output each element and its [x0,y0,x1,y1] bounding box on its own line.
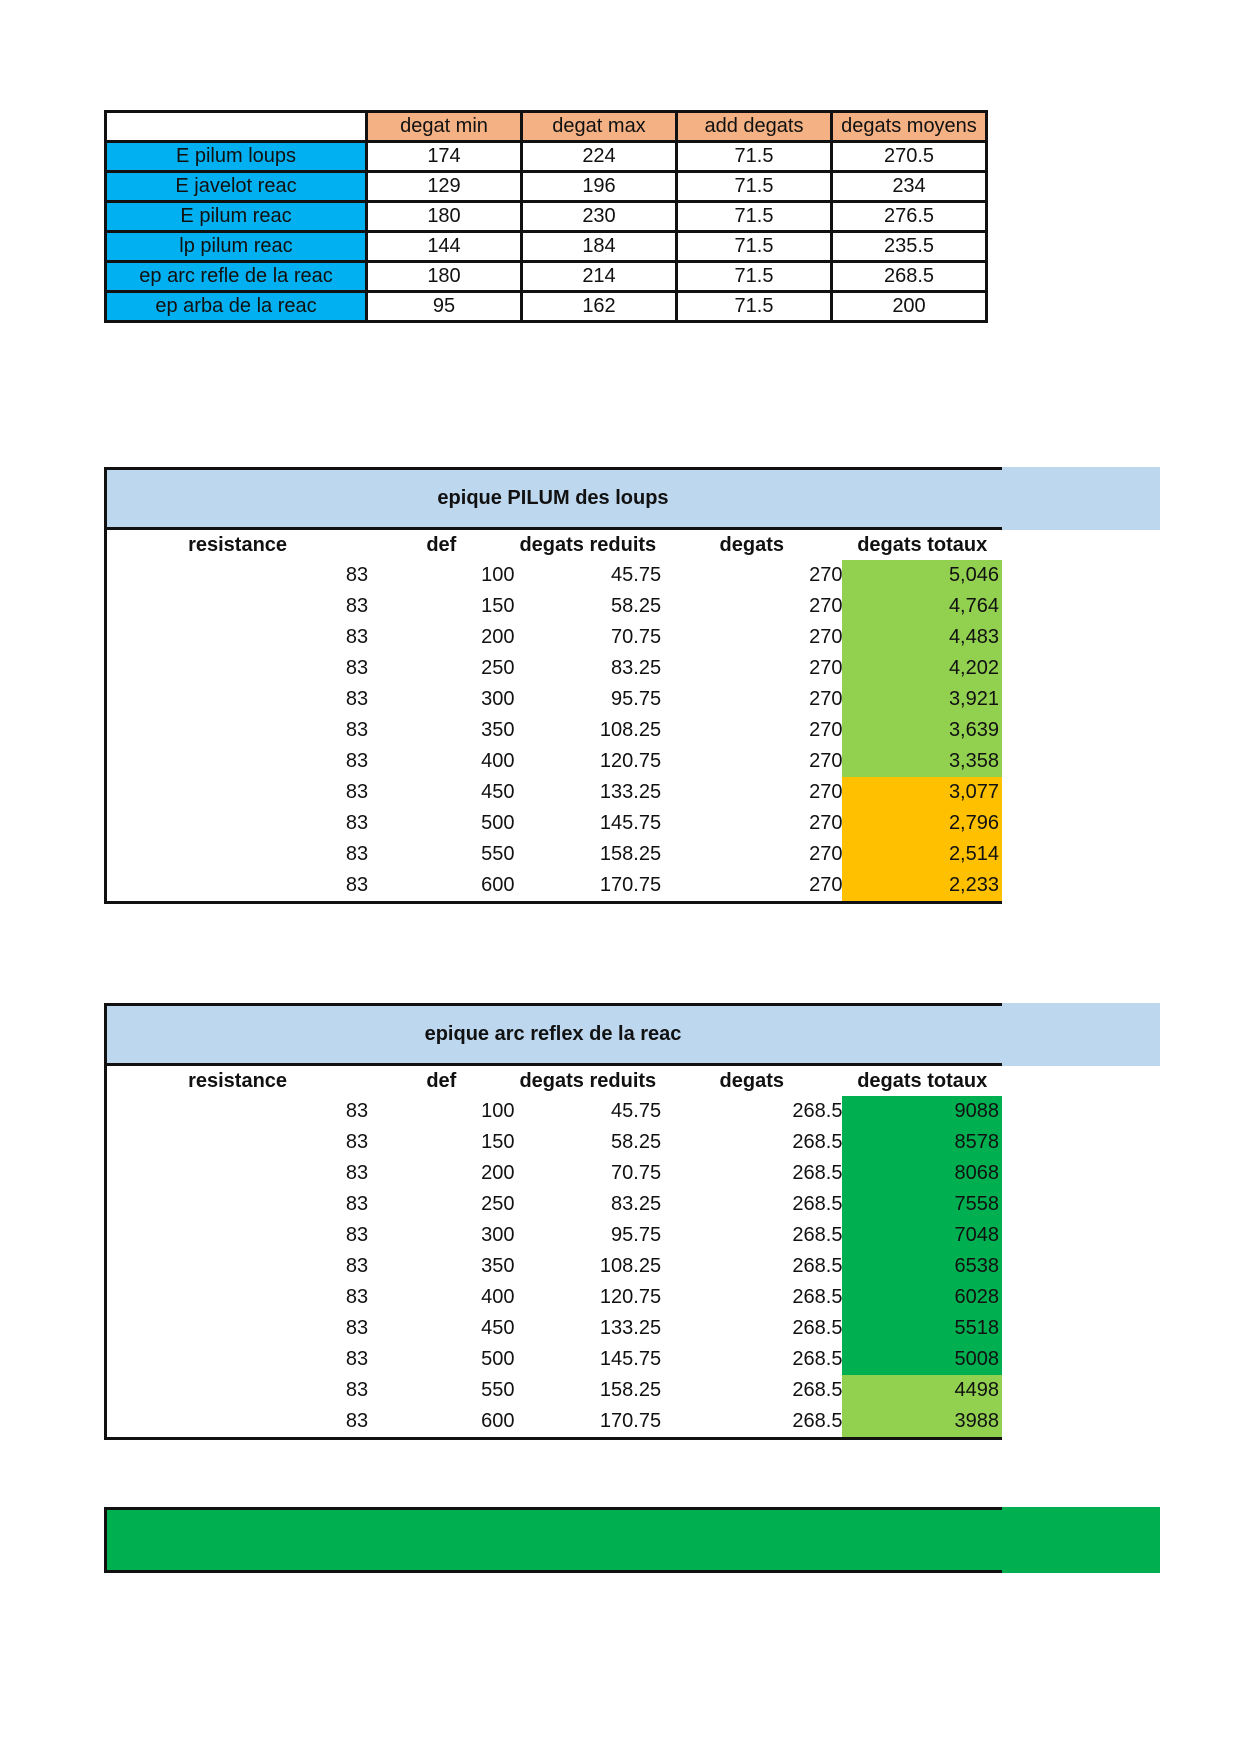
summary-row-name: E javelot reac [106,172,367,202]
cell-degats-totaux: 5,046 [842,560,1002,591]
summary-header-add-degats: add degats [677,112,832,142]
summary-cell-degat-max: 184 [522,232,677,262]
summary-header-corner [106,112,367,142]
cell-def: 300 [481,688,515,710]
cell-resistance: 83 [345,1131,369,1153]
cell-degats-reduits: 95.75 [611,1224,662,1246]
cell-degats-totaux: 7558 [842,1189,1002,1220]
cell-degats-totaux: 5008 [842,1344,1002,1375]
column-header-row [107,1066,1002,1096]
table-row [107,560,1002,591]
cell-def: 100 [481,1100,515,1122]
cell-def: 600 [481,1410,515,1432]
cell-resistance: 83 [345,719,369,741]
table-row [107,1127,1002,1158]
table-row [107,1313,1002,1344]
cell-degats-reduits: 145.75 [599,812,662,834]
cell-def: 300 [481,1224,515,1246]
summary-row-name: E pilum loups [106,142,367,172]
table-rows [107,1096,1002,1437]
summary-cell-degat-max: 230 [522,202,677,232]
summary-header-row [106,112,987,142]
table-row [107,715,1002,746]
cell-def: 200 [481,1162,515,1184]
table-row [107,839,1002,870]
cell-def: 250 [481,1193,515,1215]
summary-header-degats-moyens: degats moyens [832,112,987,142]
col-header-def: def [426,1069,457,1092]
table-row [107,622,1002,653]
cell-degats-totaux: 3,639 [842,715,1002,746]
cell-def: 200 [481,626,515,648]
table-row [107,684,1002,715]
cell-degats: 270 [809,874,843,896]
cell-degats: 268.5 [792,1317,843,1339]
cell-resistance: 83 [345,564,369,586]
table-row [107,870,1002,901]
cell-degats-reduits: 45.75 [611,1100,662,1122]
cell-resistance: 83 [345,626,369,648]
cell-degats-reduits: 83.25 [611,1193,662,1215]
table-body [104,530,1002,904]
cell-degats-totaux: 3,358 [842,746,1002,777]
summary-cell-degat-min: 129 [367,172,522,202]
cell-degats-reduits: 133.25 [599,1317,662,1339]
cell-degats: 268.5 [792,1255,843,1277]
cell-degats-reduits: 83.25 [611,657,662,679]
table-row [107,1406,1002,1437]
summary-row-name: ep arba de la reac [106,292,367,322]
summary-header-degat-max: degat max [522,112,677,142]
cell-degats: 270 [809,750,843,772]
table-body [104,1066,1002,1440]
cell-degats: 268.5 [792,1193,843,1215]
cell-resistance: 83 [345,1162,369,1184]
cell-resistance: 83 [345,657,369,679]
summary-cell-degat-min: 144 [367,232,522,262]
summary-cell-degat-max: 224 [522,142,677,172]
cell-resistance: 83 [345,595,369,617]
cell-degats-totaux: 6538 [842,1251,1002,1282]
cell-degats-reduits: 58.25 [611,1131,662,1153]
cell-degats-reduits: 58.25 [611,595,662,617]
cell-degats-totaux: 4498 [842,1375,1002,1406]
summary-cell-degats-moyens: 234 [832,172,987,202]
cell-def: 450 [481,1317,515,1339]
table-row [107,1375,1002,1406]
cell-degats-reduits: 145.75 [599,1348,662,1370]
summary-row [106,262,987,292]
cell-resistance: 83 [345,1348,369,1370]
table-row [107,1344,1002,1375]
summary-cell-add-degats: 71.5 [677,172,832,202]
summary-cell-add-degats: 71.5 [677,142,832,172]
cell-degats-reduits: 95.75 [611,688,662,710]
cell-resistance: 83 [345,1100,369,1122]
cell-def: 550 [481,843,515,865]
cell-def: 350 [481,719,515,741]
cell-degats: 270 [809,626,843,648]
summary-cell-degat-max: 162 [522,292,677,322]
cell-degats: 270 [809,843,843,865]
summary-cell-add-degats: 71.5 [677,262,832,292]
summary-cell-degats-moyens: 276.5 [832,202,987,232]
summary-row-name: lp pilum reac [106,232,367,262]
cell-def: 100 [481,564,515,586]
cell-degats-totaux: 5518 [842,1313,1002,1344]
cell-def: 550 [481,1379,515,1401]
summary-table-body [106,112,987,322]
cell-degats: 268.5 [792,1348,843,1370]
summary-cell-degats-moyens: 235.5 [832,232,987,262]
summary-row [106,232,987,262]
col-header-def: def [426,533,457,556]
cell-degats-totaux: 8578 [842,1127,1002,1158]
bottom-green-bar-border [104,1507,1002,1573]
cell-degats-totaux: 2,796 [842,808,1002,839]
cell-degats: 270 [809,812,843,834]
summary-row-name: ep arc refle de la reac [106,262,367,292]
cell-def: 450 [481,781,515,803]
cell-degats: 270 [809,657,843,679]
cell-resistance: 83 [345,1255,369,1277]
cell-resistance: 83 [345,812,369,834]
summary-row [106,142,987,172]
cell-degats-totaux: 4,764 [842,591,1002,622]
cell-def: 500 [481,1348,515,1370]
cell-degats-reduits: 158.25 [599,843,662,865]
summary-cell-degat-min: 180 [367,202,522,232]
summary-cell-degats-moyens: 270.5 [832,142,987,172]
cell-degats: 268.5 [792,1224,843,1246]
table-row [107,1158,1002,1189]
cell-resistance: 83 [345,1317,369,1339]
cell-degats-totaux: 4,483 [842,622,1002,653]
summary-cell-add-degats: 71.5 [677,202,832,232]
summary-row-name: E pilum reac [106,202,367,232]
cell-degats: 270 [809,595,843,617]
summary-cell-degat-min: 180 [367,262,522,292]
cell-resistance: 83 [345,750,369,772]
cell-degats-reduits: 158.25 [599,1379,662,1401]
cell-degats-totaux: 3,077 [842,777,1002,808]
cell-resistance: 83 [345,874,369,896]
cell-degats-reduits: 108.25 [599,1255,662,1277]
table-row [107,808,1002,839]
cell-degats: 270 [809,781,843,803]
cell-def: 150 [481,595,515,617]
column-header-row [107,530,1002,560]
cell-def: 350 [481,1255,515,1277]
cell-resistance: 83 [345,688,369,710]
cell-degats: 270 [809,719,843,741]
table-row [107,1282,1002,1313]
cell-degats-totaux: 7048 [842,1220,1002,1251]
cell-resistance: 83 [345,1193,369,1215]
cell-degats: 268.5 [792,1100,843,1122]
cell-degats-reduits: 133.25 [599,781,662,803]
cell-def: 150 [481,1131,515,1153]
cell-def: 250 [481,657,515,679]
cell-degats-totaux: 3988 [842,1406,1002,1437]
cell-resistance: 83 [345,1379,369,1401]
col-header-degats: degats [719,533,785,556]
cell-degats: 268.5 [792,1410,843,1432]
col-header-resistance: resistance [188,1069,288,1092]
table-row [107,1096,1002,1127]
cell-degats: 270 [809,688,843,710]
cell-def: 400 [481,750,515,772]
cell-degats: 268.5 [792,1286,843,1308]
col-header-degats-totaux: degats totaux [857,1069,988,1092]
summary-cell-degat-max: 214 [522,262,677,292]
table-row [107,1220,1002,1251]
summary-row [106,202,987,232]
col-header-resistance: resistance [188,533,288,556]
cell-def: 600 [481,874,515,896]
summary-row [106,292,987,322]
cell-degats-reduits: 70.75 [611,1162,662,1184]
table-row [107,653,1002,684]
col-header-degats-reduits: degats reduits [519,1069,657,1092]
summary-cell-degat-min: 174 [367,142,522,172]
cell-degats: 268.5 [792,1131,843,1153]
table-title: epique arc reflex de la reac [424,1023,682,1045]
table-row [107,746,1002,777]
cell-degats-totaux: 3,921 [842,684,1002,715]
cell-degats-reduits: 120.75 [599,750,662,772]
cell-degats-totaux: 2,514 [842,839,1002,870]
cell-resistance: 83 [345,1224,369,1246]
cell-degats-reduits: 45.75 [611,564,662,586]
table-rows [107,560,1002,901]
summary-cell-add-degats: 71.5 [677,232,832,262]
cell-degats: 270 [809,564,843,586]
table-title: epique PILUM des loups [437,487,669,509]
cell-degats-reduits: 120.75 [599,1286,662,1308]
table-row [107,777,1002,808]
cell-degats-reduits: 170.75 [599,874,662,896]
cell-degats-totaux: 2,233 [842,870,1002,901]
summary-cell-degats-moyens: 200 [832,292,987,322]
cell-degats-reduits: 170.75 [599,1410,662,1432]
cell-def: 400 [481,1286,515,1308]
table-row [107,591,1002,622]
cell-degats-reduits: 70.75 [611,626,662,648]
cell-resistance: 83 [345,1286,369,1308]
cell-def: 500 [481,812,515,834]
col-header-degats-reduits: degats reduits [519,533,657,556]
summary-cell-degat-max: 196 [522,172,677,202]
cell-degats-totaux: 4,202 [842,653,1002,684]
cell-degats-totaux: 8068 [842,1158,1002,1189]
summary-cell-degat-min: 95 [367,292,522,322]
table-row [107,1251,1002,1282]
col-header-degats: degats [719,1069,785,1092]
col-header-degats-totaux: degats totaux [857,533,988,556]
summary-table [104,110,988,323]
summary-cell-degats-moyens: 268.5 [832,262,987,292]
summary-row [106,172,987,202]
table-row [107,1189,1002,1220]
cell-degats-totaux: 9088 [842,1096,1002,1127]
cell-resistance: 83 [345,781,369,803]
cell-degats: 268.5 [792,1379,843,1401]
cell-degats-totaux: 6028 [842,1282,1002,1313]
cell-degats: 268.5 [792,1162,843,1184]
cell-degats-reduits: 108.25 [599,719,662,741]
cell-resistance: 83 [345,1410,369,1432]
summary-cell-add-degats: 71.5 [677,292,832,322]
cell-resistance: 83 [345,843,369,865]
summary-header-degat-min: degat min [367,112,522,142]
